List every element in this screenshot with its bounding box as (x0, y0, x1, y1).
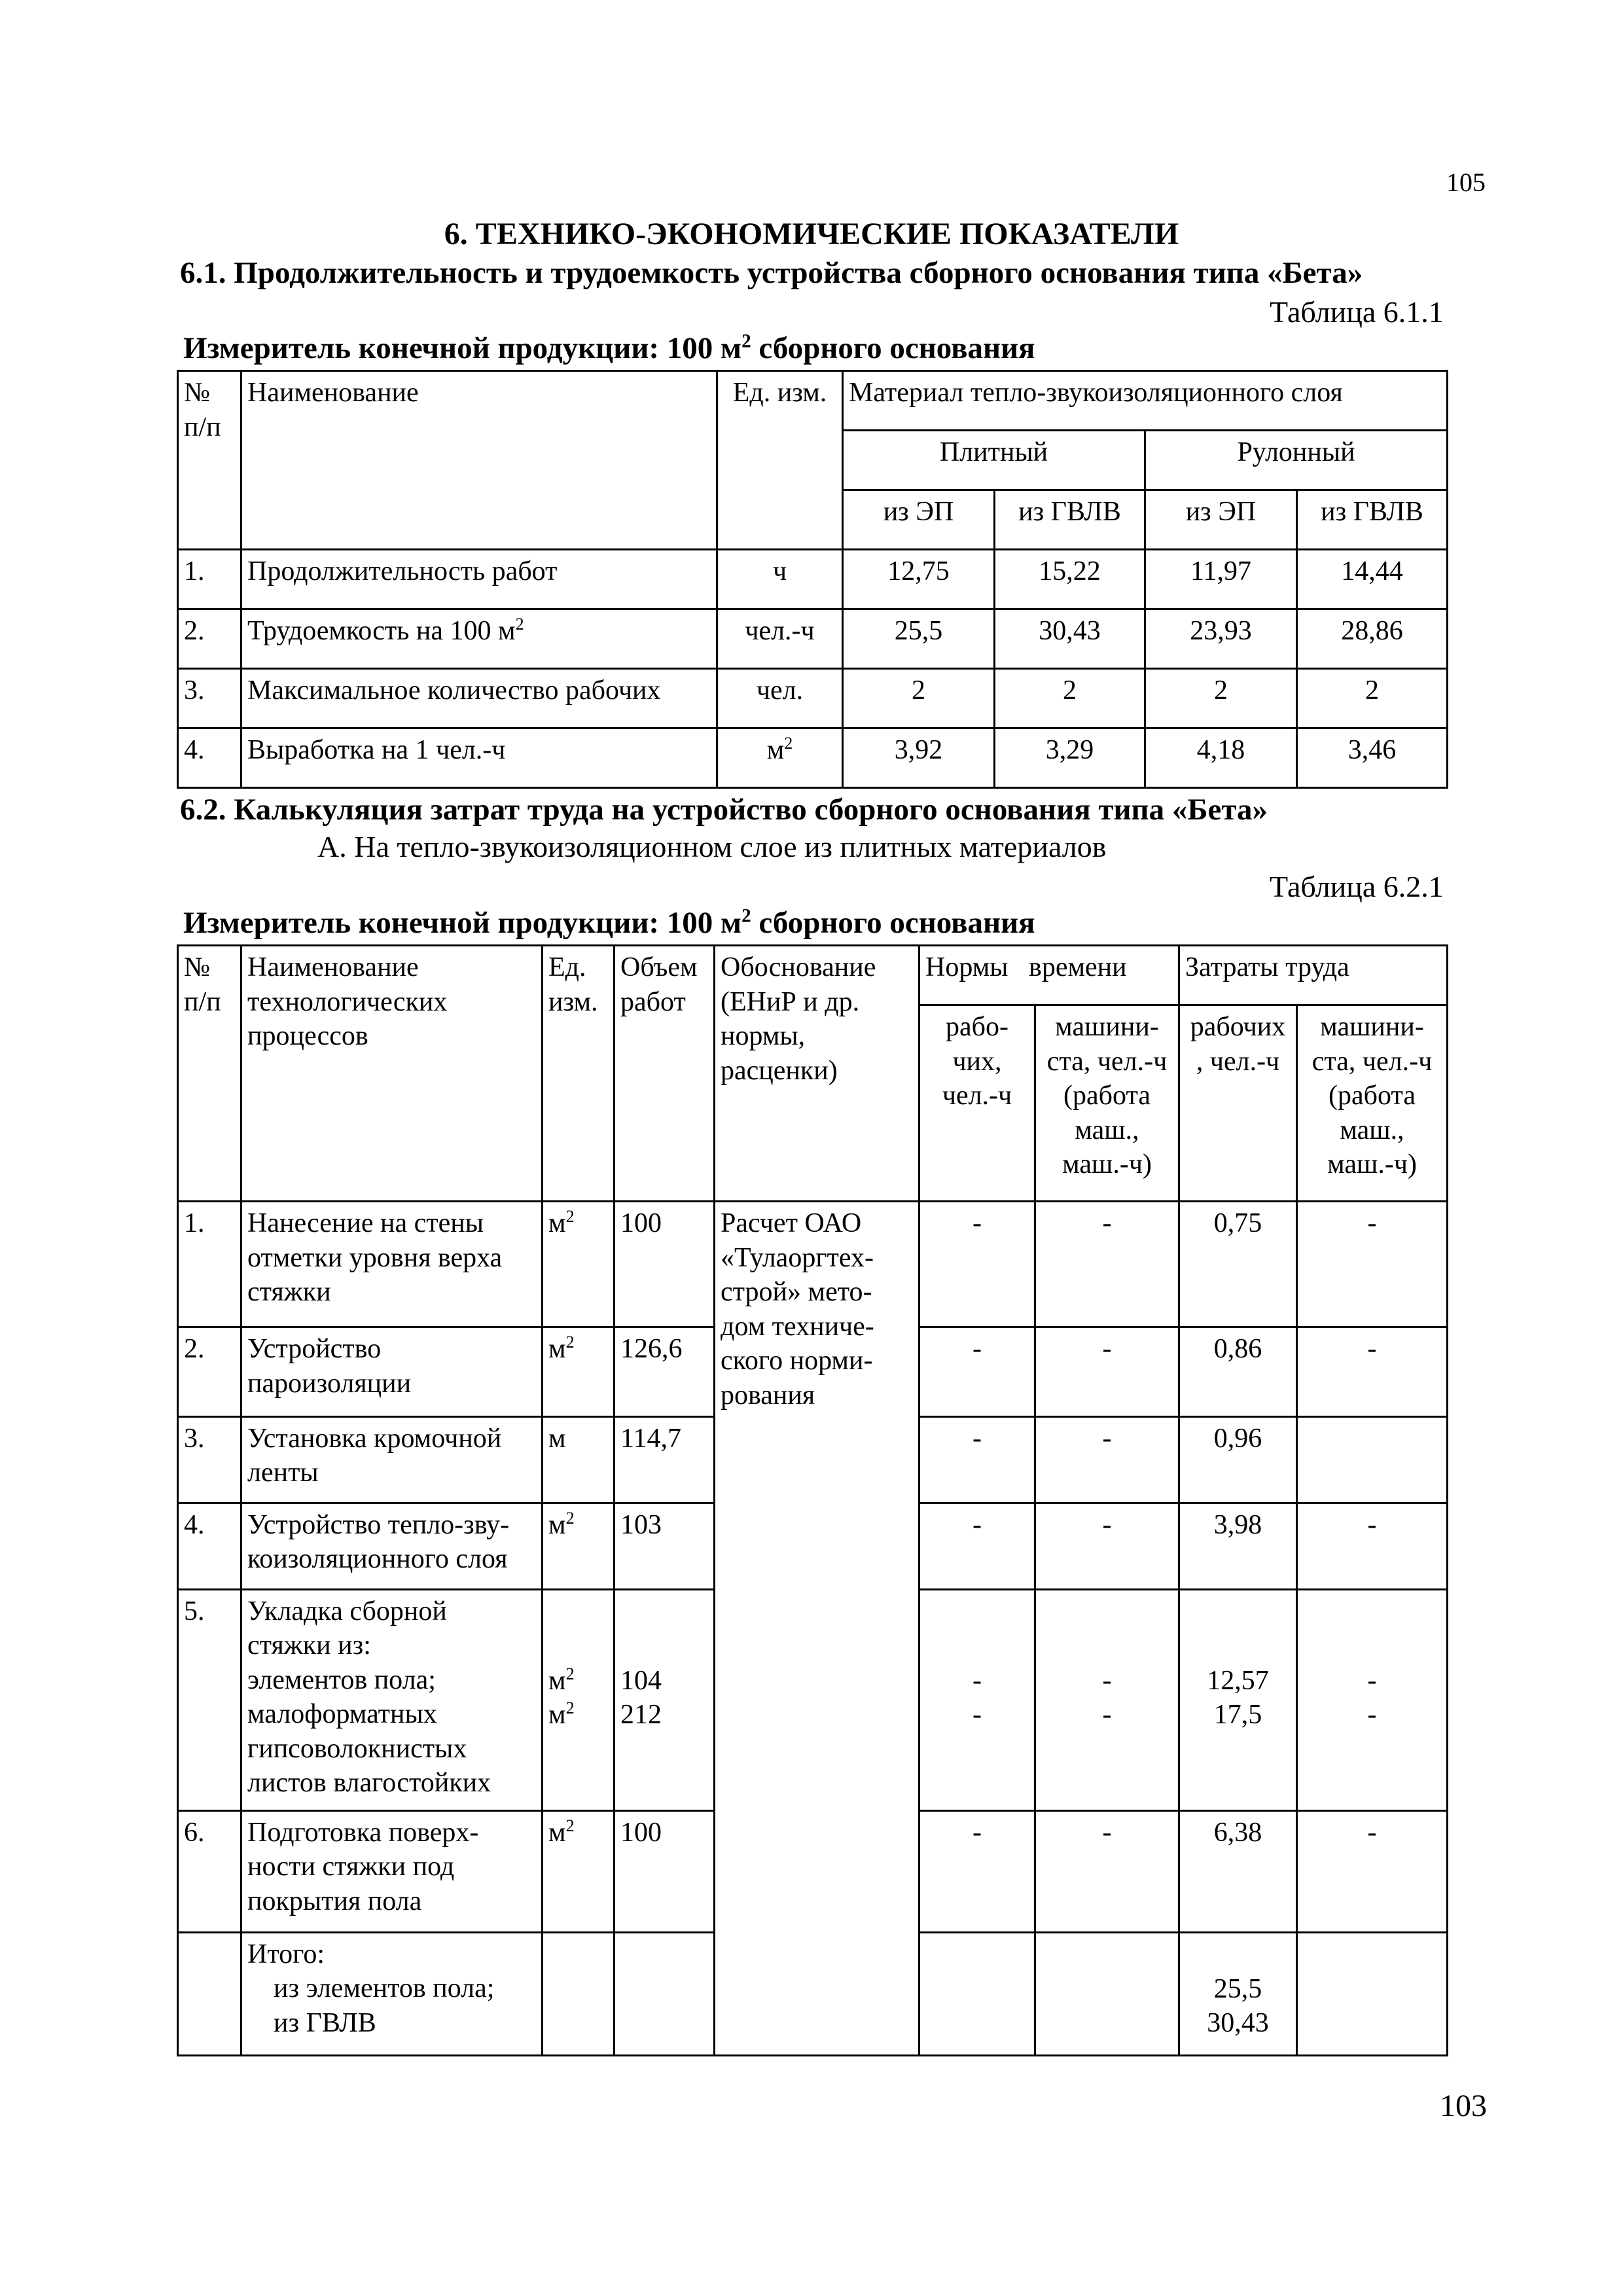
row-value: 30,43 (995, 609, 1145, 669)
table-6-2-1 (177, 944, 1448, 2056)
page-number-top: 105 (1446, 168, 1486, 197)
row-num: 4. (178, 1503, 241, 1589)
row-norm-workers: - (919, 1416, 1035, 1503)
table-6-2-1-measure: Измеритель конечной продукции: 100 $м^2$ сборного основания (183, 905, 1035, 940)
row-norm-machinist: - (1035, 1810, 1179, 1932)
row-num: 1. (178, 550, 241, 609)
row-unit: чел. (717, 669, 843, 728)
row-value: 25,5 (843, 609, 995, 669)
row-volume: 104 212 (615, 1589, 715, 1810)
section-title: 6. ТЕХНИКО-ЭКОНОМИЧЕСКИЕ ПОКАЗАТЕЛИ (444, 217, 1179, 251)
row-cost-machinist: - (1297, 1327, 1448, 1416)
total-unit (543, 1932, 615, 2055)
row-basis-empty (715, 1416, 919, 2055)
row-unit: $м^2$ (543, 1202, 615, 1327)
row-unit: ч (717, 550, 843, 609)
row-norm-workers: - (919, 1503, 1035, 1589)
total-cost-workers: 25,5 30,43 (1179, 1932, 1297, 2055)
row-value: 23,93 (1145, 609, 1297, 669)
row-value: 28,86 (1297, 609, 1448, 669)
row-name: Продолжительность работ (241, 550, 717, 609)
header-unit: Ед. изм. (717, 371, 843, 550)
header-costs: Затраты труда (1179, 946, 1448, 1005)
row-cost-workers: 3,98 (1179, 1503, 1297, 1589)
row-unit: $м^2$ (717, 728, 843, 788)
row-cost-workers: 0,96 (1179, 1416, 1297, 1503)
row-value: 11,97 (1145, 550, 1297, 609)
table-row (178, 1416, 1448, 1503)
row-norm-workers: - (919, 1202, 1035, 1327)
header-roll-gvlv: из ГВЛВ (1297, 490, 1448, 550)
row-norm-machinist: - - (1035, 1589, 1179, 1810)
table-row (178, 550, 1448, 609)
row-num: 1. (178, 1202, 241, 1327)
row-norm-workers: - (919, 1810, 1035, 1932)
row-name: Максимальное количество рабочих (241, 669, 717, 728)
header-norm-workers: рабо- чих, чел.-ч (919, 1005, 1035, 1202)
header-plate: Плитный (843, 431, 1145, 490)
row-name: Устройство пароизоляции (241, 1327, 543, 1416)
row-unit: $м^2$ (543, 1327, 615, 1416)
row-cost-workers: 0,86 (1179, 1327, 1297, 1416)
header-num: № п/п (178, 371, 241, 550)
header-volume: Объем работ (615, 946, 715, 1202)
row-norm-workers: - (919, 1327, 1035, 1416)
row-value: 3,29 (995, 728, 1145, 788)
header-material: Материал тепло-звукоизоляционного слоя (843, 371, 1448, 431)
row-name: Подготовка поверх- ности стяжки под покрытия пола (241, 1810, 543, 1932)
row-basis: Расчет ОАО «Тулаоргтех- строй» мето- дом техниче- ского норми- рования (715, 1202, 919, 1417)
row-cost-workers: 0,75 (1179, 1202, 1297, 1327)
row-name: Трудоемкость на 100 $м^2$ (241, 609, 717, 669)
row-name (241, 1589, 543, 1810)
row-unit: чел.-ч (717, 609, 843, 669)
row-cost-machinist: - (1297, 1202, 1448, 1327)
header-plate-ep: из ЭП (843, 490, 995, 550)
row-volume: 126,6 (615, 1327, 715, 1416)
row-norm-machinist: - (1035, 1327, 1179, 1416)
table-6-1-1-measure: Измеритель конечной продукции: 100 $м^2$ сборного основания (183, 331, 1035, 365)
row-volume: 100 (615, 1810, 715, 1932)
row-cost-machinist: - - (1297, 1589, 1448, 1810)
header-name: Наименование технологических процессов (241, 946, 543, 1202)
total-norm-workers (919, 1932, 1035, 2055)
subsection-6-2-title: 6.2. Калькуляция затрат труда на устройство сборного основания типа «Бета» (180, 793, 1268, 827)
row-name-a: элементов пола; (247, 1664, 436, 1695)
row-unit: $м^2$ (543, 1810, 615, 1932)
row-name-b: малоформатных гипсоволокнистых листов влагостойких (247, 1699, 491, 1798)
row-name: Нанесение на стены отметки уровня верха стяжки (241, 1202, 543, 1327)
page-number-bottom: 103 (1440, 2089, 1487, 2123)
row-cost-machinist: - (1297, 1503, 1448, 1589)
table-row (178, 728, 1448, 788)
row-cost-machinist (1297, 1416, 1448, 1503)
header-basis: Обоснование (ЕНиР и др. нормы, расценки) (715, 946, 919, 1202)
row-value: 15,22 (995, 550, 1145, 609)
row-name-head: Укладка сборной стяжки из: (247, 1596, 447, 1660)
row-unit: $м^2$ $м^2$ (543, 1589, 615, 1810)
row-cost-workers: 6,38 (1179, 1810, 1297, 1932)
row-num: 2. (178, 1327, 241, 1416)
header-num: № п/п (178, 946, 241, 1202)
row-volume: 114,7 (615, 1416, 715, 1503)
row-unit: м (543, 1416, 615, 1503)
table-6-1-1-caption: Таблица 6.1.1 (1270, 295, 1444, 329)
row-value: 4,18 (1145, 728, 1297, 788)
row-value: 12,75 (843, 550, 995, 609)
row-norm-workers: - - (919, 1589, 1035, 1810)
total-norm-machinist (1035, 1932, 1179, 2055)
row-volume: 103 (615, 1503, 715, 1589)
header-cost-machinist: машини- ста, чел.-ч (работа маш., маш.-ч) (1297, 1005, 1448, 1202)
table-row (178, 669, 1448, 728)
row-norm-machinist: - (1035, 1416, 1179, 1503)
row-num: 3. (178, 669, 241, 728)
row-value: 3,92 (843, 728, 995, 788)
row-num: 4. (178, 728, 241, 788)
table-6-1-1 (177, 370, 1448, 789)
table-row (178, 1202, 1448, 1327)
header-cost-workers: рабочих , чел.-ч (1179, 1005, 1297, 1202)
row-cost-machinist: - (1297, 1810, 1448, 1932)
row-num: 2. (178, 609, 241, 669)
total-num (178, 1932, 241, 2055)
header-norm-machinist: машини- ста, чел.-ч (работа маш., маш.-ч) (1035, 1005, 1179, 1202)
subsection-6-2-subtitle: А. На тепло-звукоизоляционном слое из плитных материалов (317, 830, 1107, 863)
row-name: Выработка на 1 чел.-ч (241, 728, 717, 788)
row-name: Устройство тепло-зву- коизоляционного слоя (241, 1503, 543, 1589)
header-norms: Нормы времени (919, 946, 1179, 1005)
total-volume (615, 1932, 715, 2055)
row-value: 2 (995, 669, 1145, 728)
row-num: 3. (178, 1416, 241, 1503)
row-name: Установка кромочной ленты (241, 1416, 543, 1503)
row-value: 2 (843, 669, 995, 728)
header-unit: Ед. изм. (543, 946, 615, 1202)
header-name: Наименование (241, 371, 717, 550)
row-value: 2 (1297, 669, 1448, 728)
table-row (178, 609, 1448, 669)
row-volume: 100 (615, 1202, 715, 1327)
header-roll-ep: из ЭП (1145, 490, 1297, 550)
header-roll: Рулонный (1145, 431, 1448, 490)
total-label: Итого: из элементов пола; из ГВЛВ (241, 1932, 543, 2055)
row-unit: $м^2$ (543, 1503, 615, 1589)
total-cost-machinist (1297, 1932, 1448, 2055)
row-norm-machinist: - (1035, 1202, 1179, 1327)
row-num: 6. (178, 1810, 241, 1932)
row-value: 2 (1145, 669, 1297, 728)
row-value: 14,44 (1297, 550, 1448, 609)
row-norm-machinist: - (1035, 1503, 1179, 1589)
subsection-6-1-title: 6.1. Продолжительность и трудоемкость устройства сборного основания типа «Бета» (180, 256, 1363, 290)
header-plate-gvlv: из ГВЛВ (995, 490, 1145, 550)
row-value: 3,46 (1297, 728, 1448, 788)
row-cost-workers: 12,57 17,5 (1179, 1589, 1297, 1810)
row-num: 5. (178, 1589, 241, 1810)
table-6-2-1-caption: Таблица 6.2.1 (1270, 870, 1444, 903)
